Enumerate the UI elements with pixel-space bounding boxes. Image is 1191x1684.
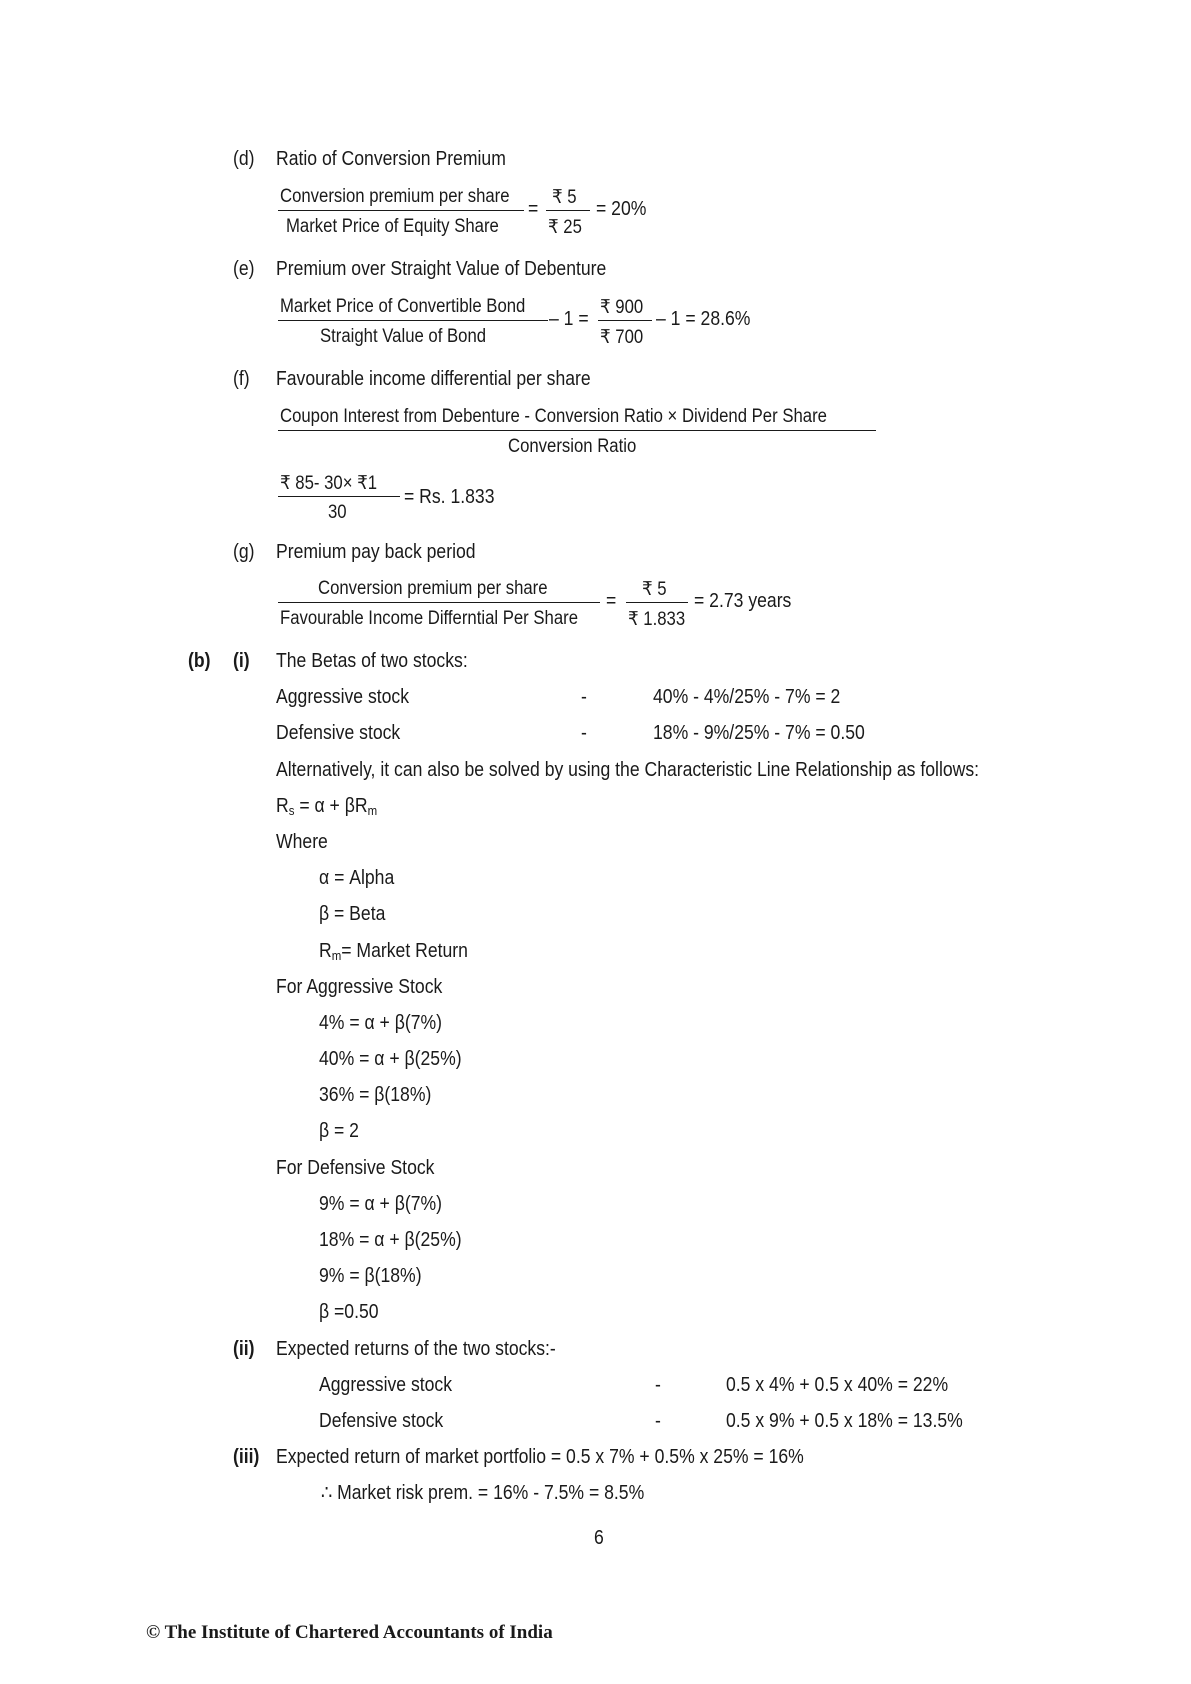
- fraction-numerator: Coupon Interest from Debenture - Conversion Ratio × Dividend Per Share: [280, 406, 827, 427]
- beta-row-dash: -: [581, 722, 587, 744]
- fraction-numerator: ₹ 900: [600, 297, 644, 318]
- result-f: = Rs. 1.833: [404, 486, 495, 508]
- eq-sub-s: s: [288, 803, 295, 818]
- fraction-bar: [598, 320, 652, 321]
- fraction-bar: [278, 320, 548, 321]
- item-title-d: Ratio of Conversion Premium: [276, 148, 506, 170]
- defensive-calc-line: 9% = α + β(7%): [319, 1193, 443, 1215]
- expected-return-name: Aggressive stock: [319, 1374, 453, 1396]
- expected-return-dash: -: [655, 1410, 661, 1432]
- defensive-calc-line: β =0.50: [319, 1301, 379, 1323]
- fraction-denominator: ₹ 700: [600, 327, 644, 348]
- fraction-numerator: Market Price of Convertible Bond: [280, 296, 526, 317]
- market-risk-premium: ∴ Market risk prem. = 16% - 7.5% = 8.5%: [321, 1482, 645, 1504]
- aggressive-calc-line: β = 2: [319, 1120, 359, 1142]
- result-g: = 2.73 years: [694, 590, 792, 612]
- beta-row-calc: 18% - 9%/25% - 7% = 0.50: [653, 722, 865, 744]
- fraction-bar: [278, 210, 524, 211]
- beta-row-name: Defensive stock: [276, 722, 401, 744]
- fraction-denominator: Market Price of Equity Share: [286, 216, 499, 237]
- alternative-text: Alternatively, it can also be solved by using the Characteristic Line Relationship as follows:: [276, 759, 980, 781]
- fraction-bar: [626, 602, 688, 603]
- aggressive-calc-line: 4% = α + β(7%): [319, 1012, 443, 1034]
- beta-row-calc: 40% - 4%/25% - 7% = 2: [653, 686, 841, 708]
- fraction-numerator: Conversion premium per share: [280, 186, 510, 207]
- aggressive-calc-line: 36% = β(18%): [319, 1084, 432, 1106]
- item-title-e: Premium over Straight Value of Debenture: [276, 258, 607, 280]
- fraction-denominator: ₹ 1.833: [628, 609, 686, 630]
- beta-definition: β = Beta: [319, 903, 386, 925]
- item-title-g: Premium pay back period: [276, 541, 476, 563]
- subsection-label-iii: (iii): [233, 1446, 260, 1468]
- subsection-title-i: The Betas of two stocks:: [276, 650, 468, 672]
- defensive-stock-heading: For Defensive Stock: [276, 1157, 435, 1179]
- rm-r: R: [319, 940, 332, 962]
- alpha-definition: α = Alpha: [319, 867, 395, 889]
- subsection-label-ii: (ii): [233, 1338, 255, 1360]
- item-label-d: (d): [233, 148, 255, 170]
- item-title-f: Favourable income differential per share: [276, 368, 591, 390]
- eq-r: R: [276, 795, 289, 817]
- fraction-denominator: Favourable Income Differntial Per Share: [280, 608, 579, 629]
- fraction-denominator: Conversion Ratio: [508, 436, 637, 457]
- rm-text: = Market Return: [341, 940, 468, 962]
- equals-sign: =: [528, 198, 539, 220]
- fraction-bar: [546, 210, 590, 211]
- defensive-calc-line: 9% = β(18%): [319, 1265, 422, 1287]
- where-label: Where: [276, 831, 328, 853]
- expected-return-dash: -: [655, 1374, 661, 1396]
- aggressive-stock-heading: For Aggressive Stock: [276, 976, 443, 998]
- eq-mid: = α + βR: [294, 795, 368, 817]
- result-d: = 20%: [596, 198, 647, 220]
- minus-one: – 1 =: [549, 308, 589, 330]
- subsection-title-ii: Expected returns of the two stocks:-: [276, 1338, 556, 1360]
- fraction-denominator: ₹ 25: [548, 217, 582, 238]
- eq-sub-m: m: [367, 803, 378, 818]
- item-label-e: (e): [233, 258, 255, 280]
- fraction-denominator: Straight Value of Bond: [320, 326, 487, 347]
- subsection-title-iii: Expected return of market portfolio = 0.5 x 7% + 0.5% x 25% = 16%: [276, 1446, 804, 1468]
- defensive-calc-line: 18% = α + β(25%): [319, 1229, 462, 1251]
- item-label-g: (g): [233, 541, 255, 563]
- page-number: 6: [594, 1527, 604, 1549]
- fraction-numerator: ₹ 85- 30× ₹1: [280, 473, 378, 494]
- expected-return-calc: 0.5 x 9% + 0.5 x 18% = 13.5%: [726, 1410, 963, 1432]
- fraction-bar: [278, 602, 600, 603]
- expected-return-name: Defensive stock: [319, 1410, 444, 1432]
- equals-sign: =: [606, 590, 617, 612]
- section-label-b: (b): [188, 650, 211, 672]
- rm-sub: m: [331, 948, 342, 963]
- fraction-numerator: ₹ 5: [552, 187, 577, 208]
- footer-copyright: © The Institute of Chartered Accountants of India: [146, 1622, 553, 1643]
- fraction-bar: [278, 496, 400, 497]
- fraction-numerator: Conversion premium per share: [318, 578, 548, 599]
- item-label-f: (f): [233, 368, 250, 390]
- market-return-definition: [319, 941, 468, 962]
- aggressive-calc-line: 40% = α + β(25%): [319, 1048, 462, 1070]
- expected-return-calc: 0.5 x 4% + 0.5 x 40% = 22%: [726, 1374, 949, 1396]
- subsection-label-i: (i): [233, 650, 250, 672]
- result-e: – 1 = 28.6%: [656, 308, 751, 330]
- beta-row-name: Aggressive stock: [276, 686, 410, 708]
- beta-row-dash: -: [581, 686, 587, 708]
- fraction-bar: [278, 430, 876, 431]
- fraction-numerator: ₹ 5: [642, 579, 667, 600]
- characteristic-line-equation: [276, 796, 377, 817]
- fraction-denominator: 30: [328, 502, 347, 523]
